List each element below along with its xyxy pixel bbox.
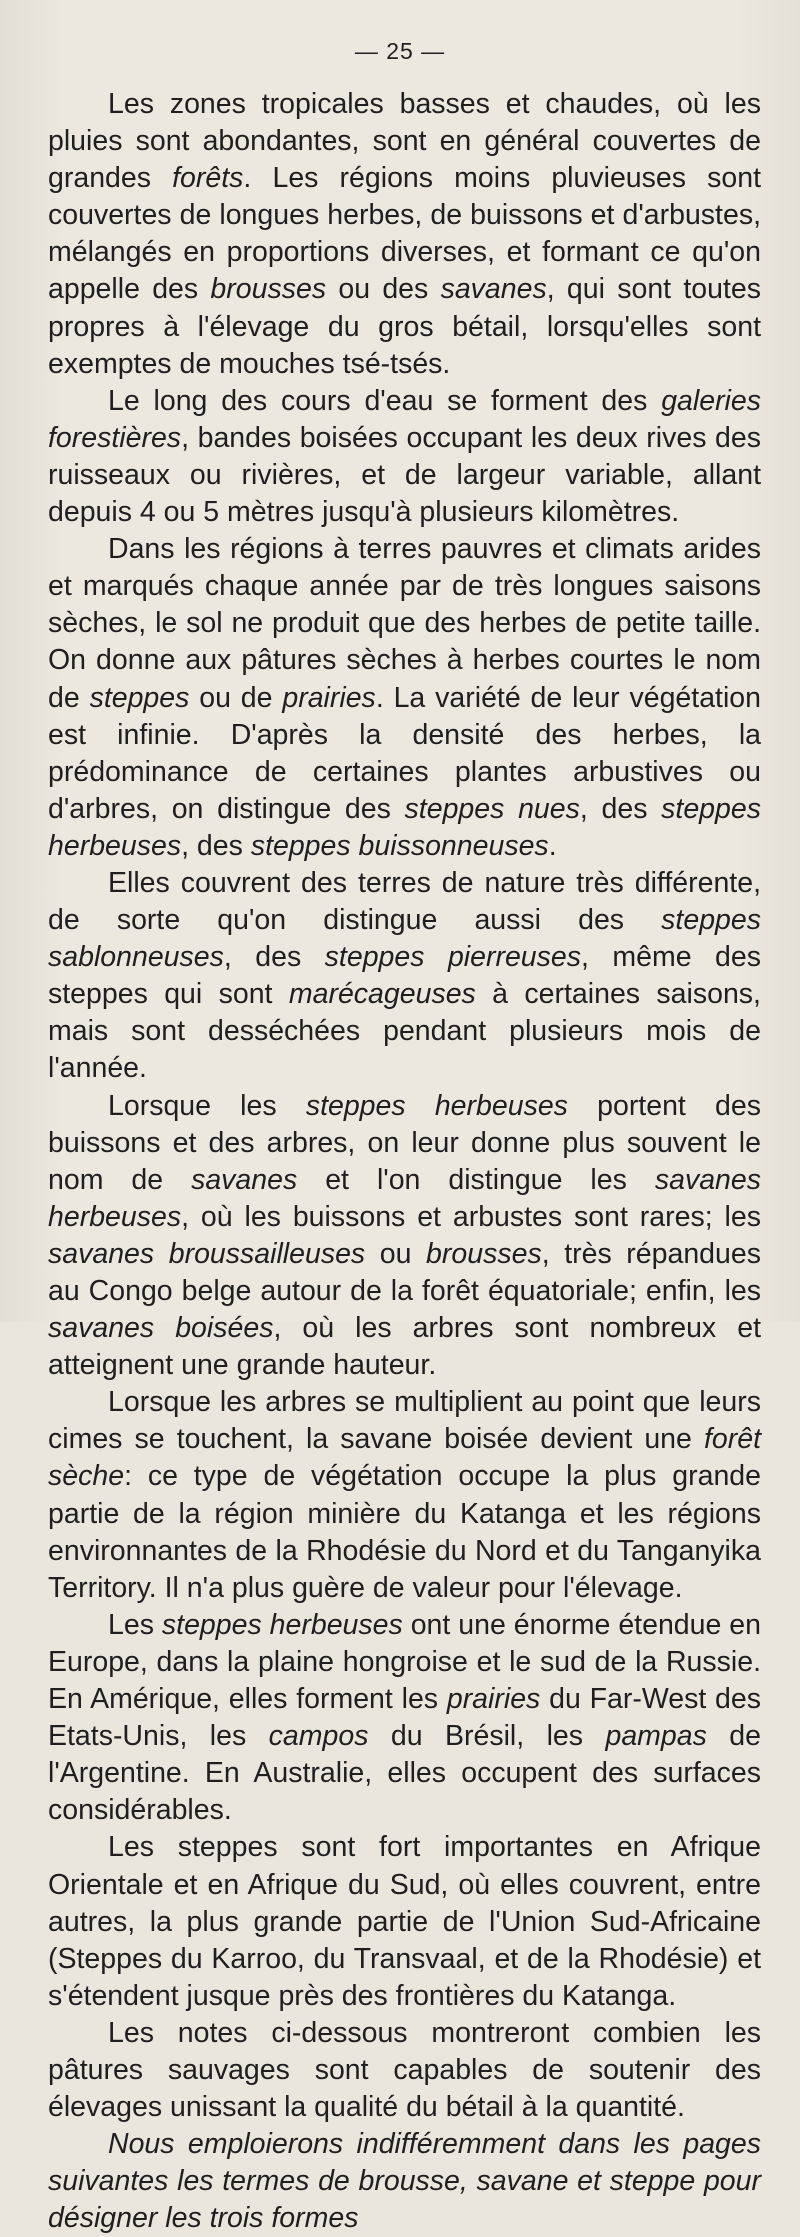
text-run: Le long des cours d'eau se forment des <box>108 384 662 417</box>
text-run: Elles couvrent des terres de nature très différente, de sorte qu'on distingue aussi des <box>48 866 761 937</box>
italic-text: prairies <box>282 681 376 714</box>
paragraph <box>48 383 761 531</box>
paragraph <box>48 1384 761 1607</box>
text-run: Dans les régions à terres pauvres et climats arides et marqués chaque année par de très longues saisons sèches, le sol ne produit que des herbes de petite taille. On donne aux pâtures sèches à herbes courtes le nom de <box>48 533 761 714</box>
italic-text: brousses <box>210 273 327 306</box>
italic-text: et <box>568 2165 610 2198</box>
paragraph <box>48 1829 761 2014</box>
italic-text: brousse <box>358 2165 460 2198</box>
paragraph <box>48 2126 761 2237</box>
paragraph <box>48 1607 761 1830</box>
paragraph <box>48 2015 761 2126</box>
text-run: du Brésil, les <box>368 1720 606 1753</box>
text-run: : ce type de végétation occupe la plus grande partie de la région minière du Katanga et les régions environnantes de la Rhodésie du Nord et du Tanganyika Territory. Il n'a plus guère de valeur pour l'élevage. <box>48 1460 761 1604</box>
paragraph <box>48 1088 761 1385</box>
italic-text: steppe <box>609 2165 696 2198</box>
text-run: . La variété de leur végétation est infinie. D'après la densité des herbes, la prédominance de certaines plantes arbustives ou d'arbres, on distingue des <box>48 681 761 825</box>
italic-text: savanes broussailleuses <box>48 1237 366 1270</box>
italic-text: savanes boisées <box>48 1312 274 1345</box>
italic-text: savanes <box>440 273 547 306</box>
italic-text: steppes herbeuses <box>161 1608 403 1641</box>
paragraph <box>48 865 761 1088</box>
italic-text: marécageuses <box>288 978 476 1011</box>
text-run: du Far-West des Etats-Unis, les <box>48 1683 761 1753</box>
text-run: Lorsque les <box>108 1089 306 1122</box>
italic-text: savanes <box>191 1163 298 1196</box>
text-run: de l'Argentine. En Australie, elles occupent des surfaces considérables. <box>48 1720 761 1827</box>
paragraph <box>48 531 761 865</box>
text-run: ou <box>365 1237 427 1270</box>
text-run: , très répandues au Congo belge autour de la forêt équatoriale; enfin, les <box>48 1237 761 1307</box>
italic-text: steppes herbeuses <box>48 792 761 862</box>
page-number: — 25 — <box>354 38 446 64</box>
italic-text: prairies <box>446 1683 541 1716</box>
italic-text: steppes sablonneuses <box>48 904 761 974</box>
italic-text: brousses <box>426 1237 542 1270</box>
italic-text: Nous emploierons indifféremment dans les pages suivantes les termes de <box>48 2128 761 2198</box>
text-run: Les zones tropicales basses et chaudes, où les pluies sont abondantes, sont en général couvertes de grandes <box>48 88 761 195</box>
text-run: , même des steppes qui sont <box>48 941 761 1011</box>
italic-text: savanes herbeuses <box>48 1163 761 1233</box>
text-run: , qui sont toutes propres à l'élevage du gros bétail, lorsqu'elles sont exemptes de mouches tsé-tsés. <box>48 273 762 380</box>
italic-text: pampas <box>605 1720 707 1753</box>
italic-text: forêt sèche <box>48 1423 761 1493</box>
paragraph <box>48 86 761 383</box>
italic-text: steppes buissonneuses <box>250 829 549 862</box>
italic-text: , <box>459 2165 477 2198</box>
italic-text: campos <box>268 1720 369 1753</box>
text-run: , où les buissons et arbustes sont rares; les <box>181 1200 761 1233</box>
italic-text: steppes <box>89 681 190 714</box>
body-text <box>48 86 761 2237</box>
text-run: Les <box>108 1608 162 1641</box>
text-run: à certaines saisons, mais sont desséchées pendant plusieurs mois de l'année. <box>48 978 761 1085</box>
italic-text: galeries forestières <box>48 384 761 454</box>
text-run: , des <box>223 941 325 974</box>
italic-text: savane <box>476 2165 569 2198</box>
text-run: , où les arbres sont nombreux et atteignent une grande hauteur. <box>48 1312 761 1382</box>
italic-text: forêts <box>172 162 244 195</box>
text-run: portent des buissons et des arbres, on leur donne plus souvent le nom de <box>48 1089 761 1196</box>
text-run: , des <box>181 829 251 862</box>
text-run: , des <box>579 792 662 825</box>
text-run: . Les régions moins pluvieuses sont couvertes de longues herbes, de buissons et d'arbustes, mélangés en proportions diverses, et formant ce qu'on appelle des <box>48 162 761 306</box>
text-run: , bandes boisées occupant les deux rives des ruisseaux ou rivières, et de largeur variable, allant depuis 4 ou 5 mètres jusqu'à plusieurs kilomètres. <box>48 421 761 529</box>
text-run: ont une énorme étendue en Europe, dans la plaine hongroise et le sud de la Russie. En Amérique, elles forment les <box>48 1608 761 1716</box>
text-run: et l'on distingue les <box>297 1163 655 1196</box>
text-run: Les notes ci-dessous montreront combien les pâtures sauvages sont capables de soutenir des élevages unissant la qualité du bétail à la quantité. <box>48 2016 761 2124</box>
italic-text: pour désigner les trois formes <box>48 2165 761 2235</box>
text-run: . <box>548 829 557 862</box>
italic-text: steppes pierreuses <box>324 941 582 974</box>
text-run: ou de <box>189 681 283 714</box>
text-run: ou des <box>326 273 441 306</box>
italic-text: steppes herbeuses <box>305 1089 568 1122</box>
text-run: Les steppes sont fort importantes en Afrique Orientale et en Afrique du Sud, où elles couvrent, entre autres, la plus grande partie de l'Union Sud-Africaine (Steppes du Karroo, du Transvaal, et de la Rhodésie) et s'étendent jusque près des frontières du Katanga. <box>48 1831 761 2012</box>
italic-text: steppes nues <box>404 792 580 825</box>
text-run: Lorsque les arbres se multiplient au point que leurs cimes se touchent, la savane boisée devient une <box>48 1386 761 1456</box>
